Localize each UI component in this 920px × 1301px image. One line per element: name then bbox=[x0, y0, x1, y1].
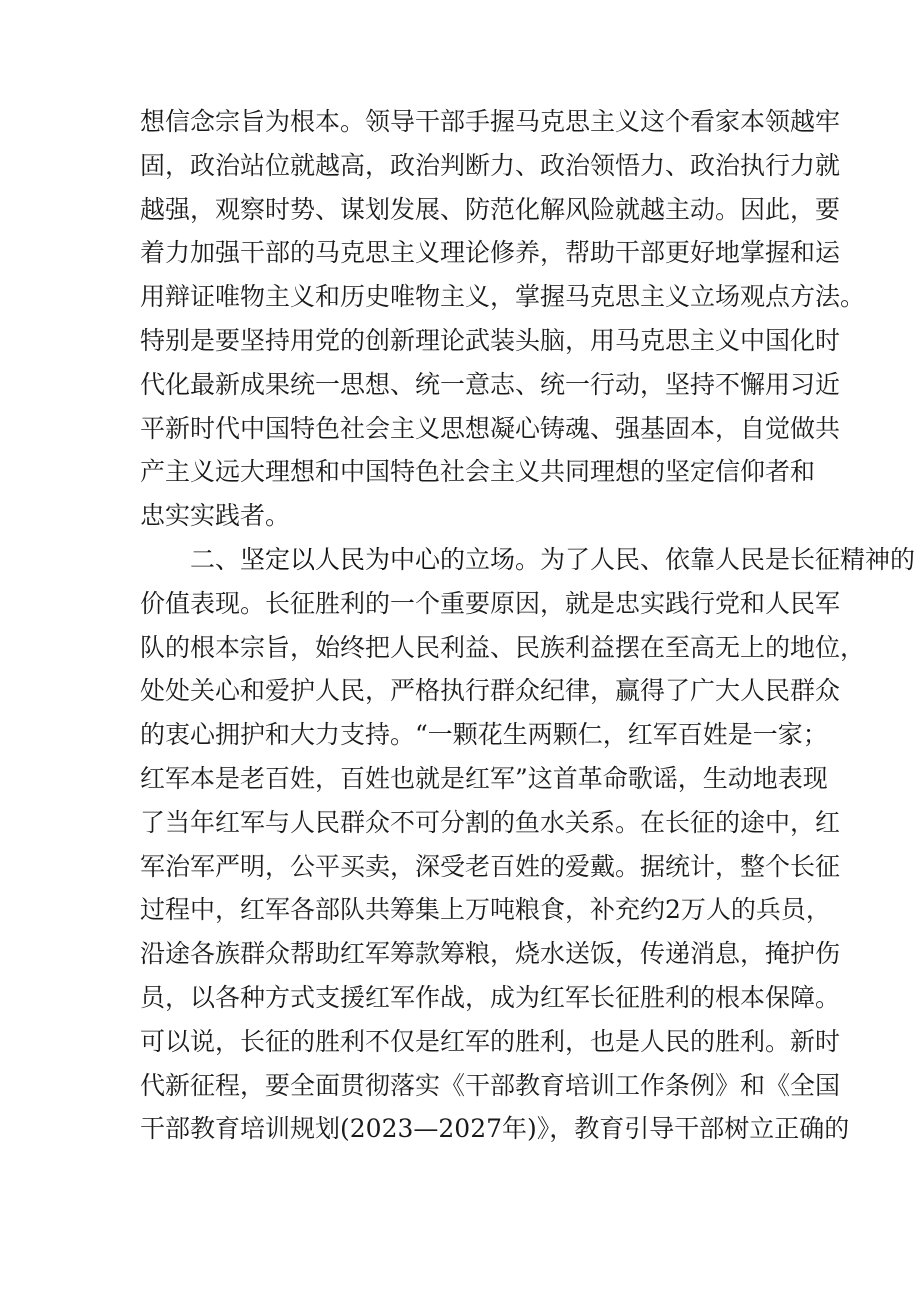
paragraph-line: 干部教育培训规划(2023—2027年)》，教育引导干部树立正确的 bbox=[140, 1114, 850, 1144]
paragraph-line: 队的根本宗旨，始终把人民利益、民族利益摆在至高无上的地位， bbox=[140, 632, 866, 662]
paragraph-line: 员，以各种方式支援红军作战，成为红军长征胜利的根本保障。 bbox=[140, 982, 841, 1012]
paragraph-line: 代化最新成果统一思想、统一意志、统一行动，坚持不懈用习近 bbox=[140, 369, 841, 399]
paragraph-line: 代新征程，要全面贯彻落实《干部教育培训工作条例》和《全国 bbox=[140, 1070, 841, 1100]
paragraph-line: 平新时代中国特色社会主义思想凝心铸魂、强基固本，自觉做共 bbox=[140, 413, 841, 443]
paragraph-line: 价值表现。长征胜利的一个重要原因，就是忠实践行党和人民军 bbox=[140, 588, 841, 618]
paragraph-line-rest: 为了人民、依靠人民是长征精神的 bbox=[540, 544, 916, 574]
paragraph-line: 着力加强干部的马克思主义理论修养，帮助干部更好地掌握和运 bbox=[140, 238, 841, 268]
paragraph-line: 的衷心拥护和大力支持。“一颗花生两颗仁，红军百姓是一家； bbox=[140, 720, 828, 750]
section-heading: 二、坚定以人民为中心的立场。 bbox=[190, 544, 541, 574]
paragraph-line: 处处关心和爱护人民，严格执行群众纪律，赢得了广大人民群众 bbox=[140, 676, 841, 706]
paragraph-line: 沿途各族群众帮助红军筹款筹粮，烧水送饭，传递消息，掩护伤 bbox=[140, 939, 841, 969]
paragraph-line: 用辩证唯物主义和历史唯物主义，掌握马克思主义立场观点方法。 bbox=[140, 282, 866, 312]
paragraph-line: 军治军严明，公平买卖，深受老百姓的爱戴。据统计，整个长征 bbox=[140, 851, 841, 881]
paragraph-line: 产主义远大理想和中国特色社会主义共同理想的坚定信仰者和 bbox=[140, 457, 816, 487]
paragraph-line: 忠实实践者。 bbox=[140, 501, 291, 531]
paragraph-first-line bbox=[140, 538, 916, 582]
paragraph-line: 红军本是老百姓，百姓也就是红军”这首革命歌谣，生动地表现 bbox=[140, 763, 828, 793]
paragraph-line: 想信念宗旨为根本。领导干部手握马克思主义这个看家本领越牢 bbox=[140, 107, 841, 136]
paragraph-line: 越强，观察时势、谋划发展、防范化解风险就越主动。因此，要 bbox=[140, 194, 841, 224]
paragraph-line: 固，政治站位就越高，政治判断力、政治领悟力、政治执行力就 bbox=[140, 150, 841, 180]
paragraph-line: 特别是要坚持用党的创新理论武装头脑，用马克思主义中国化时 bbox=[140, 325, 841, 355]
paragraph-line: 过程中，红军各部队共筹集上万吨粮食，补充约2万人的兵员， bbox=[140, 895, 831, 925]
paragraph-1 bbox=[140, 100, 866, 538]
paragraph-line: 可以说，长征的胜利不仅是红军的胜利，也是人民的胜利。新时 bbox=[140, 1026, 841, 1056]
paragraph-line: 了当年红军与人民群众不可分割的鱼水关系。在长征的途中，红 bbox=[140, 807, 841, 837]
paragraph-2 bbox=[140, 538, 916, 1151]
body-text bbox=[140, 100, 916, 1151]
